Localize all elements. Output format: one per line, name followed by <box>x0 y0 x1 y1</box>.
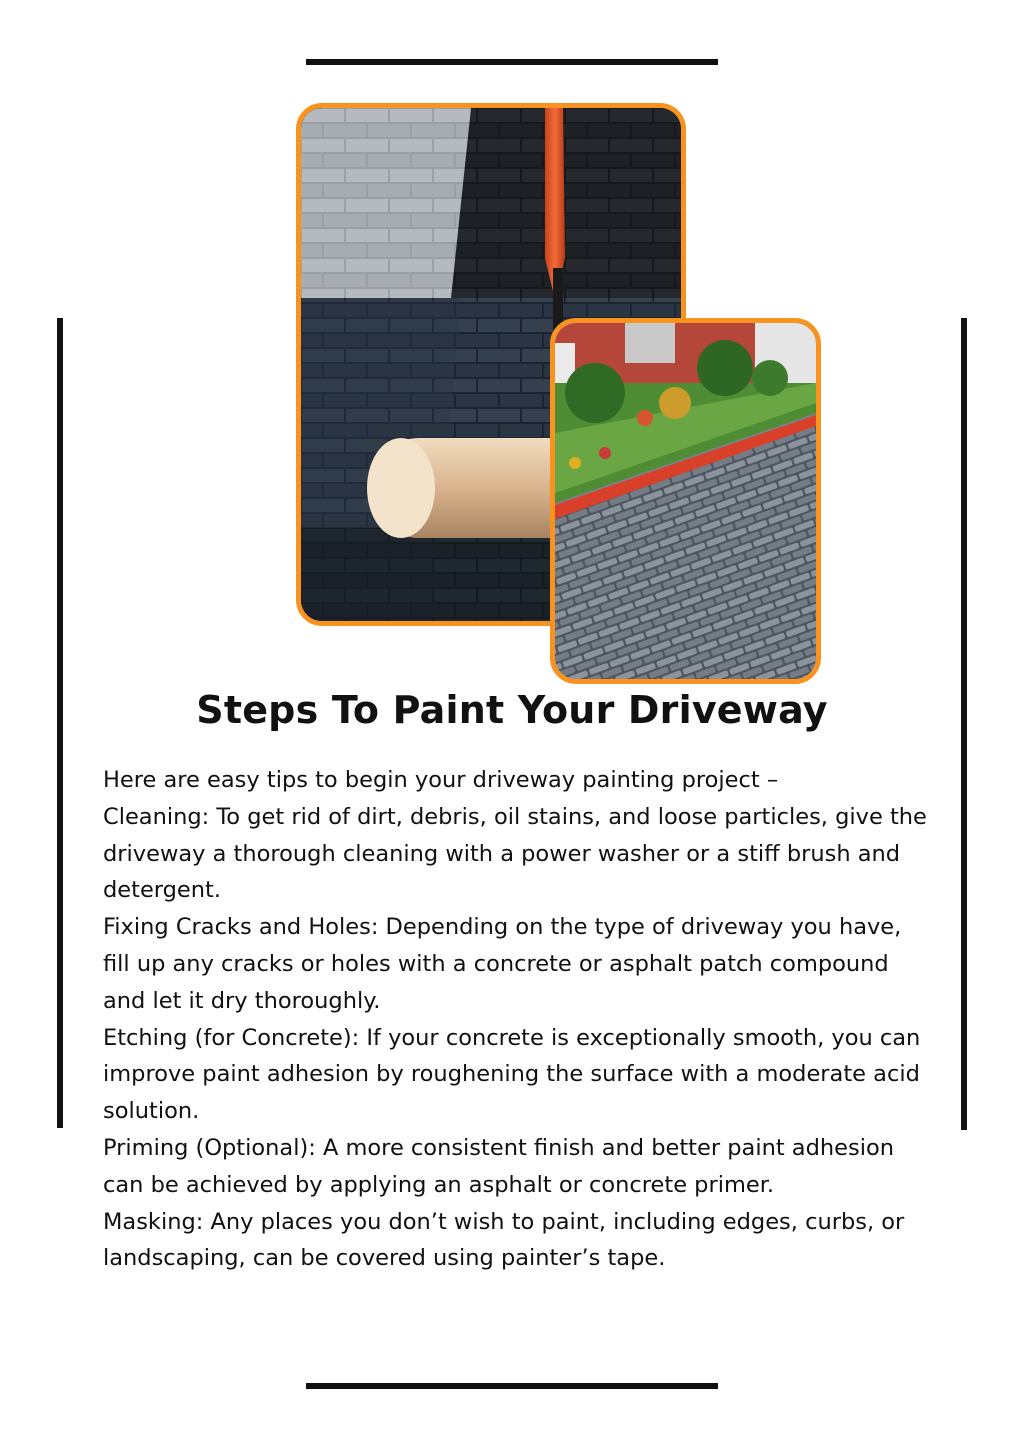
painted-driveway-photo <box>550 318 821 684</box>
step-masking: Masking: Any places you don’t wish to paint, including edges, curbs, or landscaping, can be covered using painter’s tape. <box>103 1208 905 1272</box>
step-etching: Etching (for Concrete): If your concrete is exceptionally smooth, you can improve paint adhesion by roughening the surface with a moderate acid solution. <box>103 1024 921 1125</box>
top-divider <box>306 59 718 65</box>
page-title: Steps To Paint Your Driveway <box>196 688 828 732</box>
article-body <box>103 762 933 1277</box>
step-priming: Priming (Optional): A more consistent finish and better paint adhesion can be achieved by applying an asphalt or concrete primer. <box>103 1134 894 1198</box>
step-cleaning: Cleaning: To get rid of dirt, debris, oil stains, and loose particles, give the driveway a thorough cleaning with a power washer or a stiff brush and detergent. <box>103 803 927 904</box>
step-fixing-cracks: Fixing Cracks and Holes: Depending on the type of driveway you have, fill up any cracks or holes with a concrete or asphalt patch compound and let it dry thoroughly. <box>103 914 902 1014</box>
bottom-divider <box>306 1383 718 1389</box>
intro-paragraph: Here are easy tips to begin your driveway painting project – <box>103 767 779 793</box>
